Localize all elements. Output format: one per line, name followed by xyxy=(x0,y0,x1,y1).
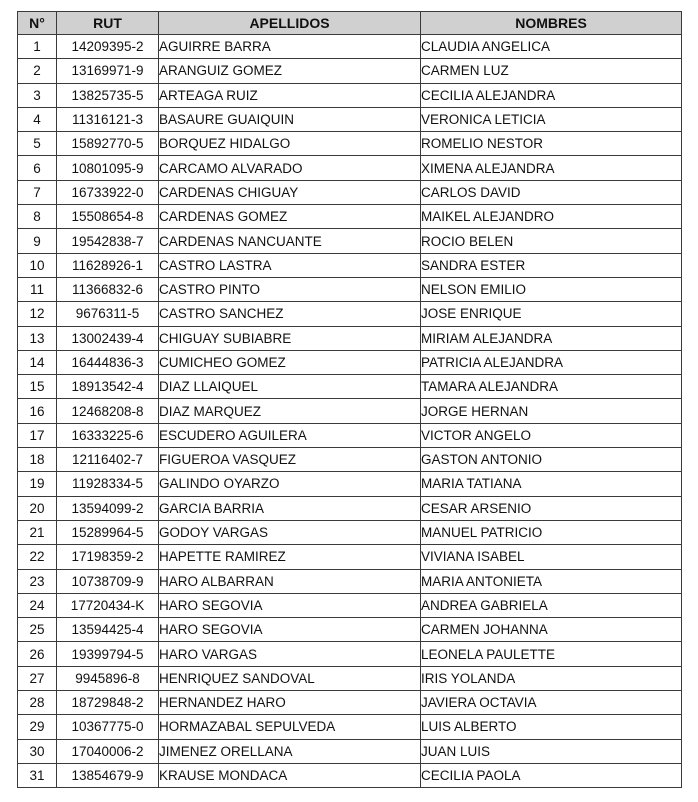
cell-rut: 16444836-3 xyxy=(57,350,159,374)
cell-number: 30 xyxy=(18,739,57,763)
cell-rut: 10738709-9 xyxy=(57,569,159,593)
cell-rut: 13002439-4 xyxy=(57,326,159,350)
cell-rut: 12116402-7 xyxy=(57,448,159,472)
table-row xyxy=(18,618,682,642)
cell-rut: 18913542-4 xyxy=(57,375,159,399)
cell-names: CECILIA PAOLA xyxy=(421,763,682,787)
table-row xyxy=(18,277,682,301)
cell-names: CARLOS DAVID xyxy=(421,180,682,204)
cell-number: 26 xyxy=(18,642,57,666)
cell-surnames: GALINDO OYARZO xyxy=(159,472,421,496)
cell-number: 12 xyxy=(18,302,57,326)
cell-surnames: CUMICHEO GOMEZ xyxy=(159,350,421,374)
table-row xyxy=(18,666,682,690)
cell-number: 10 xyxy=(18,253,57,277)
cell-surnames: CARDENAS GOMEZ xyxy=(159,205,421,229)
header-rut: RUT xyxy=(57,12,159,35)
table-row xyxy=(18,472,682,496)
cell-number: 2 xyxy=(18,59,57,83)
cell-names: JORGE HERNAN xyxy=(421,399,682,423)
cell-names: NELSON EMILIO xyxy=(421,277,682,301)
cell-surnames: KRAUSE MONDACA xyxy=(159,763,421,787)
cell-surnames: DIAZ LLAIQUEL xyxy=(159,375,421,399)
header-names: NOMBRES xyxy=(421,12,682,35)
cell-names: MARIA TATIANA xyxy=(421,472,682,496)
cell-number: 29 xyxy=(18,715,57,739)
cell-rut: 9676311-5 xyxy=(57,302,159,326)
cell-rut: 11366832-6 xyxy=(57,277,159,301)
cell-names: JOSE ENRIQUE xyxy=(421,302,682,326)
cell-number: 18 xyxy=(18,448,57,472)
cell-number: 19 xyxy=(18,472,57,496)
cell-rut: 15508654-8 xyxy=(57,205,159,229)
cell-rut: 12468208-8 xyxy=(57,399,159,423)
cell-surnames: JIMENEZ ORELLANA xyxy=(159,739,421,763)
cell-names: ROCIO BELEN xyxy=(421,229,682,253)
cell-surnames: HARO SEGOVIA xyxy=(159,618,421,642)
cell-names: JUAN LUIS xyxy=(421,739,682,763)
cell-names: CESAR ARSENIO xyxy=(421,496,682,520)
cell-names: ROMELIO NESTOR xyxy=(421,132,682,156)
cell-rut: 10801095-9 xyxy=(57,156,159,180)
cell-names: VICTOR ANGELO xyxy=(421,423,682,447)
table-header xyxy=(18,12,682,35)
cell-names: JAVIERA OCTAVIA xyxy=(421,691,682,715)
header-number: N° xyxy=(18,12,57,35)
cell-names: CECILIA ALEJANDRA xyxy=(421,83,682,107)
cell-number: 4 xyxy=(18,107,57,131)
cell-rut: 11928334-5 xyxy=(57,472,159,496)
cell-number: 3 xyxy=(18,83,57,107)
cell-number: 5 xyxy=(18,132,57,156)
table-row xyxy=(18,326,682,350)
cell-rut: 17198359-2 xyxy=(57,545,159,569)
cell-rut: 17040006-2 xyxy=(57,739,159,763)
cell-names: CARMEN LUZ xyxy=(421,59,682,83)
cell-number: 31 xyxy=(18,763,57,787)
table-row xyxy=(18,375,682,399)
header-row xyxy=(18,12,682,35)
table-row xyxy=(18,35,682,59)
cell-names: CARMEN JOHANNA xyxy=(421,618,682,642)
header-surnames: APELLIDOS xyxy=(159,12,421,35)
table-row xyxy=(18,691,682,715)
cell-names: MARIA ANTONIETA xyxy=(421,569,682,593)
cell-surnames: ARANGUIZ GOMEZ xyxy=(159,59,421,83)
cell-number: 21 xyxy=(18,520,57,544)
cell-surnames: CASTRO PINTO xyxy=(159,277,421,301)
cell-names: MANUEL PATRICIO xyxy=(421,520,682,544)
cell-names: XIMENA ALEJANDRA xyxy=(421,156,682,180)
cell-rut: 19542838-7 xyxy=(57,229,159,253)
table-row xyxy=(18,132,682,156)
table-row xyxy=(18,739,682,763)
cell-number: 14 xyxy=(18,350,57,374)
cell-surnames: ARTEAGA RUIZ xyxy=(159,83,421,107)
table-row xyxy=(18,253,682,277)
cell-rut: 15289964-5 xyxy=(57,520,159,544)
cell-surnames: GODOY VARGAS xyxy=(159,520,421,544)
table-row xyxy=(18,642,682,666)
table-row xyxy=(18,205,682,229)
table-row xyxy=(18,763,682,787)
table-row xyxy=(18,545,682,569)
cell-rut: 18729848-2 xyxy=(57,691,159,715)
cell-surnames: HARO VARGAS xyxy=(159,642,421,666)
table-row xyxy=(18,107,682,131)
cell-rut: 14209395-2 xyxy=(57,35,159,59)
table-row xyxy=(18,59,682,83)
cell-rut: 10367775-0 xyxy=(57,715,159,739)
cell-surnames: CASTRO SANCHEZ xyxy=(159,302,421,326)
cell-rut: 19399794-5 xyxy=(57,642,159,666)
table-row xyxy=(18,715,682,739)
table-row xyxy=(18,302,682,326)
table-row xyxy=(18,569,682,593)
cell-names: MAIKEL ALEJANDRO xyxy=(421,205,682,229)
cell-surnames: HENRIQUEZ SANDOVAL xyxy=(159,666,421,690)
cell-names: GASTON ANTONIO xyxy=(421,448,682,472)
cell-rut: 15892770-5 xyxy=(57,132,159,156)
cell-names: CLAUDIA ANGELICA xyxy=(421,35,682,59)
cell-surnames: HAPETTE RAMIREZ xyxy=(159,545,421,569)
cell-names: SANDRA ESTER xyxy=(421,253,682,277)
cell-rut: 13169971-9 xyxy=(57,59,159,83)
table-row xyxy=(18,423,682,447)
cell-surnames: DIAZ MARQUEZ xyxy=(159,399,421,423)
cell-number: 27 xyxy=(18,666,57,690)
cell-names: MIRIAM ALEJANDRA xyxy=(421,326,682,350)
cell-names: LEONELA PAULETTE xyxy=(421,642,682,666)
cell-number: 23 xyxy=(18,569,57,593)
table-row xyxy=(18,520,682,544)
cell-number: 7 xyxy=(18,180,57,204)
cell-names: LUIS ALBERTO xyxy=(421,715,682,739)
table-row xyxy=(18,229,682,253)
cell-rut: 13825735-5 xyxy=(57,83,159,107)
cell-surnames: CHIGUAY SUBIABRE xyxy=(159,326,421,350)
cell-names: ANDREA GABRIELA xyxy=(421,593,682,617)
roster-table xyxy=(17,11,682,788)
table-row xyxy=(18,350,682,374)
cell-rut: 13854679-9 xyxy=(57,763,159,787)
cell-surnames: BASAURE GUAIQUIN xyxy=(159,107,421,131)
cell-surnames: HORMAZABAL SEPULVEDA xyxy=(159,715,421,739)
cell-surnames: HARO SEGOVIA xyxy=(159,593,421,617)
table-body xyxy=(18,35,682,788)
cell-names: PATRICIA ALEJANDRA xyxy=(421,350,682,374)
table-row xyxy=(18,448,682,472)
table-row xyxy=(18,156,682,180)
cell-surnames: HERNANDEZ HARO xyxy=(159,691,421,715)
cell-rut: 16333225-6 xyxy=(57,423,159,447)
cell-number: 25 xyxy=(18,618,57,642)
table-row xyxy=(18,496,682,520)
cell-surnames: CARDENAS NANCUANTE xyxy=(159,229,421,253)
cell-number: 24 xyxy=(18,593,57,617)
cell-number: 13 xyxy=(18,326,57,350)
table-row xyxy=(18,180,682,204)
cell-number: 8 xyxy=(18,205,57,229)
cell-rut: 11316121-3 xyxy=(57,107,159,131)
cell-surnames: CARDENAS CHIGUAY xyxy=(159,180,421,204)
cell-surnames: HARO ALBARRAN xyxy=(159,569,421,593)
cell-surnames: CARCAMO ALVARADO xyxy=(159,156,421,180)
cell-number: 15 xyxy=(18,375,57,399)
cell-names: VERONICA LETICIA xyxy=(421,107,682,131)
table-row xyxy=(18,593,682,617)
cell-surnames: BORQUEZ HIDALGO xyxy=(159,132,421,156)
cell-number: 28 xyxy=(18,691,57,715)
cell-number: 17 xyxy=(18,423,57,447)
cell-names: VIVIANA ISABEL xyxy=(421,545,682,569)
cell-number: 20 xyxy=(18,496,57,520)
cell-number: 22 xyxy=(18,545,57,569)
cell-rut: 13594425-4 xyxy=(57,618,159,642)
cell-surnames: ESCUDERO AGUILERA xyxy=(159,423,421,447)
cell-names: TAMARA ALEJANDRA xyxy=(421,375,682,399)
cell-surnames: GARCIA BARRIA xyxy=(159,496,421,520)
cell-number: 11 xyxy=(18,277,57,301)
table-row xyxy=(18,399,682,423)
cell-rut: 17720434-K xyxy=(57,593,159,617)
cell-number: 16 xyxy=(18,399,57,423)
cell-number: 9 xyxy=(18,229,57,253)
cell-number: 1 xyxy=(18,35,57,59)
table-row xyxy=(18,83,682,107)
cell-number: 6 xyxy=(18,156,57,180)
cell-rut: 11628926-1 xyxy=(57,253,159,277)
cell-surnames: FIGUEROA VASQUEZ xyxy=(159,448,421,472)
cell-rut: 13594099-2 xyxy=(57,496,159,520)
cell-rut: 9945896-8 xyxy=(57,666,159,690)
cell-rut: 16733922-0 xyxy=(57,180,159,204)
cell-surnames: CASTRO LASTRA xyxy=(159,253,421,277)
cell-names: IRIS YOLANDA xyxy=(421,666,682,690)
cell-surnames: AGUIRRE BARRA xyxy=(159,35,421,59)
